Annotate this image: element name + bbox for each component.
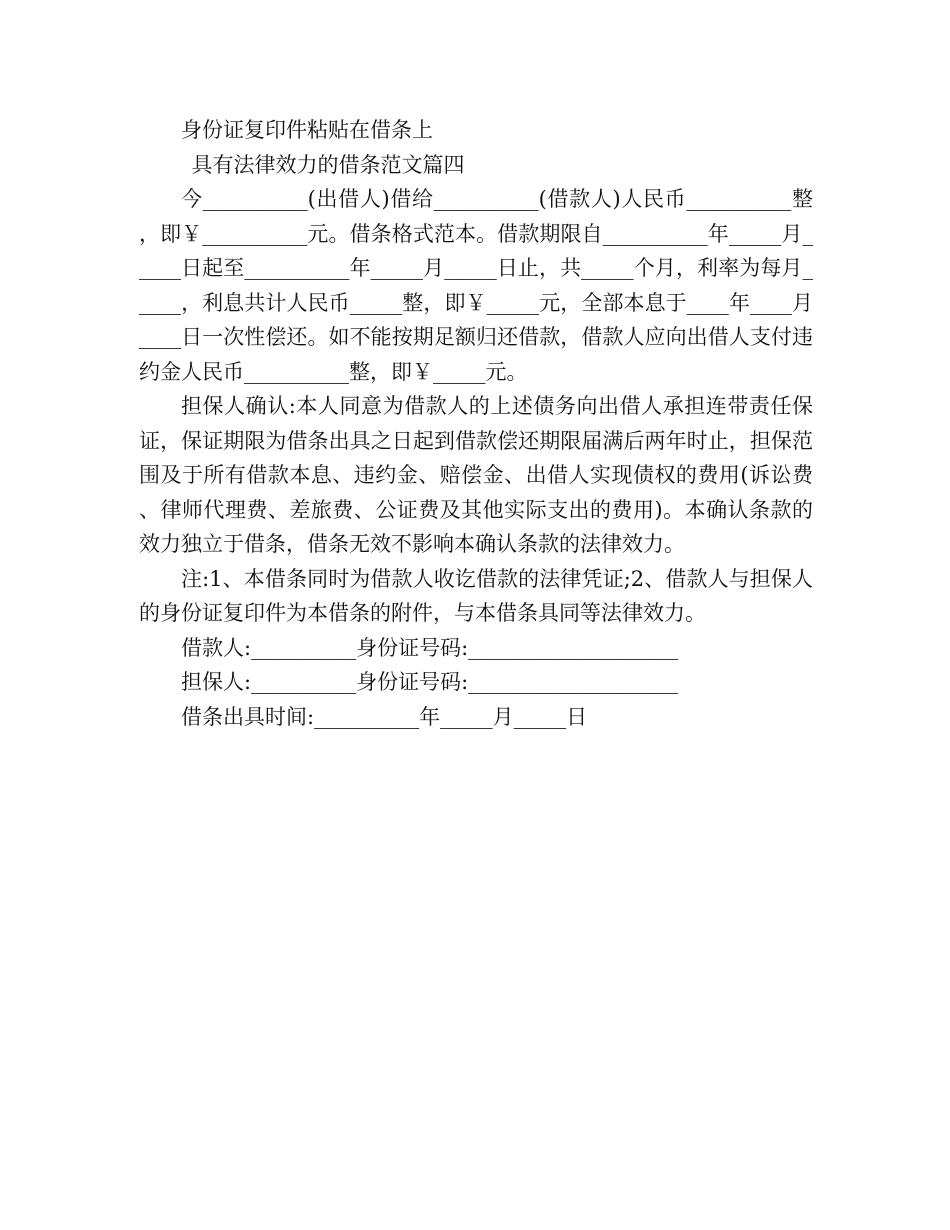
loan-terms-paragraph: 今__________(出借人)借给__________(借款人)人民币__________整，即￥__________元。借条格式范本。借款期限自__________年_____月_____日起至__________年_____月_____日止，共_____个月，利率为每月_____，利息共计人民币_____整，即￥_____元，全部本息于____年____月____日一次性偿还。如不能按期足额归还借款，借款人应向出借人支付违约金人民币__________整，即￥_____元。 bbox=[139, 187, 813, 384]
borrower-signature-line: 借款人:__________身份证号码:____________________ bbox=[181, 635, 679, 660]
issue-date-line: 借条出具时间:__________年_____月_____日 bbox=[181, 704, 588, 729]
guarantor-signature-line: 担保人:__________身份证号码:____________________ bbox=[181, 670, 679, 694]
guarantor-confirmation-paragraph: 担保人确认:本人同意为借款人的上述债务向出借人承担连带责任保证，保证期限为借条出具之日起到借款偿还期限届满后两年时止，担保范围及于所有借款本息、违约金、赔偿金、出借人实现债权的费用(诉讼费、律师代理费、差旅费、公证费及其他实际支出的费用)。本确认条款的效力独立于借条，借条无效不影响本确认条款的法律效力。 bbox=[139, 394, 813, 556]
document-heading: 具有法律效力的借条范文篇四 bbox=[191, 152, 465, 177]
id-copy-instruction: 身份证复印件粘贴在借条上 bbox=[181, 118, 433, 142]
note-paragraph: 注:1、本借条同时为借款人收讫借款的法律凭证;2、借款人与担保人的身份证复印件为本借条的附件，与本借条具同等法律效力。 bbox=[139, 566, 813, 625]
document-body bbox=[139, 113, 813, 734]
